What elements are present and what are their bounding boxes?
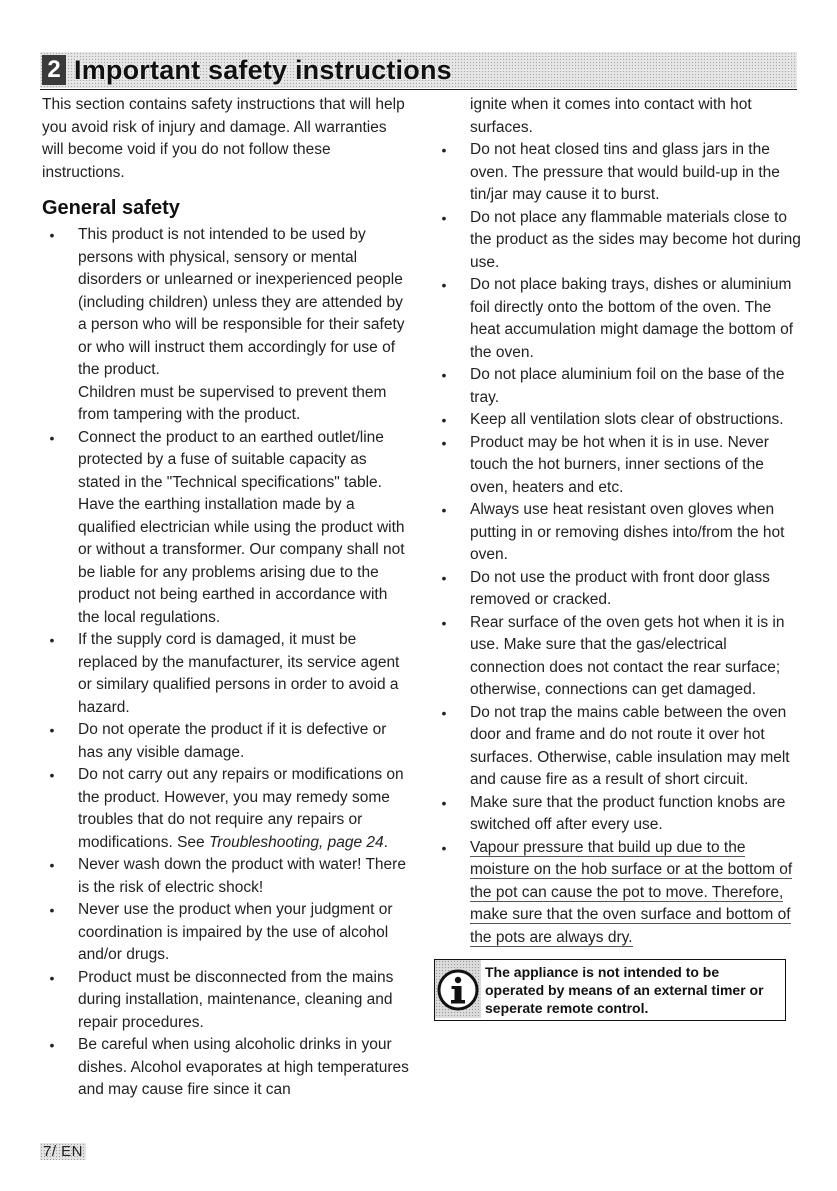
list-item-text: Do not heat closed tins and glass jars in the oven. The pressure that would build-up in the tin/jar may cause it to burst. bbox=[470, 141, 780, 203]
bullet-icon: • bbox=[441, 502, 447, 518]
list-item-text: Never use the product when your judgment or coordination is impaired by the use of alcohol and/or drugs. bbox=[78, 901, 393, 963]
list-item-text: Connect the product to an earthed outlet/line protected by a fuse of suitable capacity as stated in the "Technical specifications" table. Have the earthing installation made by a qualified electrician while using the product with or without a transformer. Our company shall not be liable for any problems arising due to the product not being earthed in accordance with the local regulations. bbox=[78, 428, 405, 626]
list-item bbox=[434, 567, 802, 612]
list-item bbox=[434, 432, 802, 500]
list-item bbox=[42, 899, 410, 967]
list-item bbox=[434, 702, 802, 792]
left-column bbox=[42, 94, 410, 1102]
header-divider bbox=[40, 89, 797, 90]
list-item-text: Keep all ventilation slots clear of obstructions. bbox=[470, 411, 784, 428]
bullet-icon: • bbox=[49, 429, 55, 446]
right-column bbox=[434, 94, 802, 1021]
list-item-text: Vapour pressure that build up due to the moisture on the hob surface or at the bottom of the pot can cause the pot to move. Therefore, make sure that the oven surface and bottom of the pots are always dry. bbox=[470, 838, 793, 946]
page-label: 7/ EN bbox=[40, 1143, 86, 1160]
repairs-text-end: . bbox=[383, 833, 388, 851]
general-safety-heading: General safety bbox=[42, 197, 180, 219]
list-item bbox=[42, 224, 410, 382]
bullet-icon: • bbox=[49, 902, 55, 918]
page-number bbox=[40, 1143, 86, 1160]
bullet-icon: • bbox=[441, 277, 447, 293]
list-item-text: Always use heat resistant oven gloves when putting in or removing dishes into/from the hot oven. bbox=[470, 501, 785, 563]
list-item bbox=[434, 499, 802, 567]
repairs-text: Do not carry out any repairs or modifications on the product. However, you may remedy some troubles that do not require any repairs or modifications. See bbox=[78, 766, 404, 851]
info-icon bbox=[437, 969, 479, 1011]
section-number: 2 bbox=[42, 55, 66, 85]
list-item-text: Do not trap the mains cable between the oven door and frame and do not route it over hot surfaces. Otherwise, cable insulation may melt and cause fire as a result of short circuit. bbox=[470, 703, 790, 788]
continued-text: ignite when it comes into contact with hot surfaces. bbox=[470, 96, 752, 136]
bullet-icon: • bbox=[441, 434, 447, 451]
list-item bbox=[434, 139, 802, 207]
list-item bbox=[434, 837, 802, 950]
list-item bbox=[42, 427, 410, 630]
list-item bbox=[42, 764, 410, 854]
list-item bbox=[434, 409, 802, 432]
bullet-icon: • bbox=[49, 227, 55, 243]
list-item bbox=[434, 207, 802, 275]
list-item-text: Never wash down the product with water! There is the risk of electric shock! bbox=[78, 856, 406, 896]
bullet-icon: • bbox=[49, 1037, 55, 1053]
section-title: Important safety instructions bbox=[74, 55, 452, 85]
list-item-text: Make sure that the product function knobs are switched off after every use. bbox=[470, 793, 786, 833]
bullet-icon: • bbox=[49, 722, 55, 738]
list-item-text: Product must be disconnected from the mains during installation, maintenance, cleaning and repair procedures. bbox=[78, 968, 394, 1031]
list-item bbox=[434, 612, 802, 702]
list-item bbox=[42, 629, 410, 719]
bullet-icon: • bbox=[49, 969, 55, 986]
children-note: Children must be supervised to prevent them from tampering with the product. bbox=[78, 383, 387, 423]
bullet-icon: • bbox=[441, 704, 447, 721]
troubleshooting-reference[interactable]: Troubleshooting, page 24 bbox=[208, 833, 384, 851]
list-item bbox=[42, 1034, 410, 1102]
list-item bbox=[434, 792, 802, 837]
general-safety-list bbox=[42, 224, 410, 382]
bullet-icon: • bbox=[441, 367, 447, 383]
bullet-icon: • bbox=[49, 632, 55, 648]
bullet-icon: • bbox=[441, 209, 447, 226]
bullet-icon: • bbox=[441, 142, 447, 158]
list-item-text: Do not use the product with front door glass removed or cracked. bbox=[470, 568, 770, 608]
list-item-text: This product is not intended to be used by persons with physical, sensory or mental disorders or unlearned or inexperienced people (including children) unless they are attended by a person who will be responsible for their safety or who will instruct them accordingly for use of the product. bbox=[78, 226, 405, 378]
bullet-icon: • bbox=[441, 614, 447, 631]
list-item-text: If the supply cord is damaged, it must be replaced by the manufacturer, its service agent or similary qualified persons in order to avoid a hazard. bbox=[78, 631, 400, 716]
info-badge bbox=[435, 960, 481, 1018]
right-safety-list bbox=[434, 139, 802, 949]
info-note-text: The appliance is not intended to be operated by means of an external timer or seperate remote control. bbox=[485, 964, 764, 1016]
bullet-icon: • bbox=[441, 412, 447, 428]
list-item-text: Do not place baking trays, dishes or aluminium foil directly onto the bottom of the oven. The heat accumulation might damage the bottom of the oven. bbox=[470, 276, 794, 361]
info-note-box bbox=[434, 959, 786, 1021]
general-safety-list-cont bbox=[42, 427, 410, 1102]
bullet-icon: • bbox=[441, 794, 447, 811]
list-item-text: Do not place aluminium foil on the base of the tray. bbox=[470, 366, 785, 406]
intro-paragraph: This section contains safety instructions that will help you avoid risk of injury and damage. All warranties will become void if you do not follow these instructions. bbox=[42, 96, 405, 181]
bullet-icon: • bbox=[49, 857, 55, 873]
bullet-icon: • bbox=[441, 569, 447, 586]
list-item-text: Rear surface of the oven gets hot when it is in use. Make sure that the gas/electrical connection does not contact the rear surface; otherwise, connections can get damaged. bbox=[470, 613, 785, 698]
list-item-text: Do not place any flammable materials close to the product as the sides may become hot during use. bbox=[470, 208, 801, 271]
list-item-text: Do not operate the product if it is defective or has any visible damage. bbox=[78, 721, 387, 761]
bullet-icon: • bbox=[49, 767, 55, 783]
list-item bbox=[434, 274, 802, 364]
list-item bbox=[434, 364, 802, 409]
bullet-icon: • bbox=[441, 839, 447, 856]
list-item bbox=[42, 967, 410, 1035]
list-item bbox=[42, 854, 410, 899]
list-item-text: Product may be hot when it is in use. Never touch the hot burners, inner sections of the oven, heaters and etc. bbox=[470, 433, 769, 496]
list-item-text: Be careful when using alcoholic drinks in your dishes. Alcohol evaporates at high temperatures and may cause fire since it can bbox=[78, 1036, 409, 1098]
list-item bbox=[42, 719, 410, 764]
